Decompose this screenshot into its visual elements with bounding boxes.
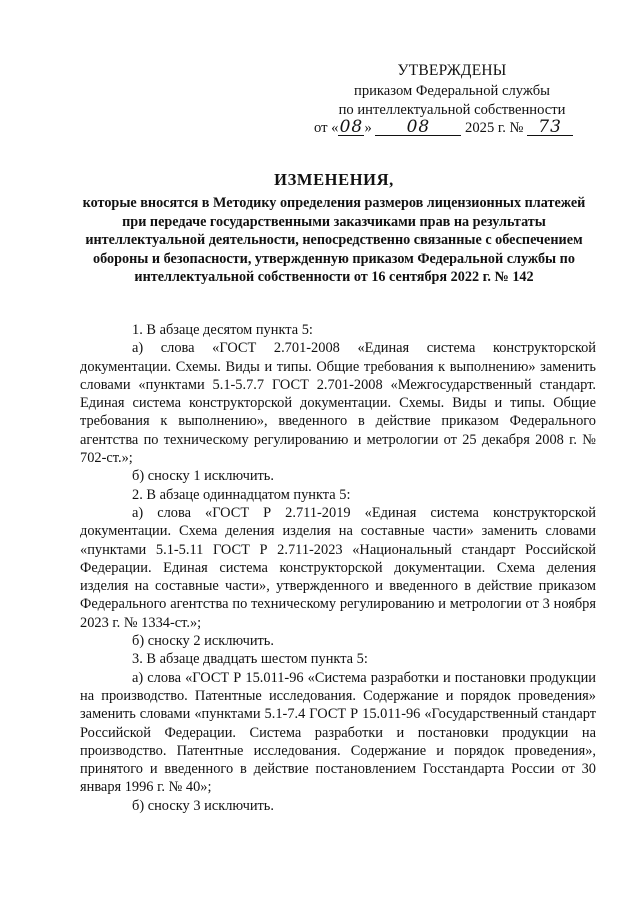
paragraph: а) слова «ГОСТ 2.701-2008 «Единая система конструкторской документации. Схемы. Виды и типы. Общие требования к выполнению» заменить словами «пунктами 5.1-5.7.7 ГОСТ 2.701-2008 «Межгосударственный стандарт. Единая система конструкторской документации. Схемы. Виды и типы. Общие требования к выполнению», введенного в действие приказом Федерального агентства по техническому регулированию и метрологии от 25 декабря 2008 г. № 702-ст.»; (80, 340, 596, 467)
date-prefix: от « (314, 120, 339, 137)
paragraph: 2. В абзаце одиннадцатом пункта 5: (132, 486, 351, 503)
handwritten-month: 08 (375, 119, 461, 136)
handwritten-order-number: 73 (527, 119, 573, 136)
paragraph: б) сноску 1 исключить. (132, 468, 274, 485)
approval-line-2: по интеллектуальной собственности (338, 101, 566, 118)
document-title: ИЗМЕНЕНИЯ, (274, 170, 394, 189)
year-text: 2025 г. № (465, 120, 524, 137)
document-subtitle: которые вносятся в Методику определения размеров лицензионных платежей при передаче государственными заказчиками прав на результаты интеллектуальной деятельности, непосредственно связанные с обеспечением обороны и безопасности, утвержденную приказом Федеральной службы по интеллектуальной собственности от 16 сентября 2022 г. № 142 (82, 195, 586, 286)
approval-line-1: приказом Федеральной службы (354, 82, 550, 99)
date-mid: » (364, 120, 372, 137)
paragraph: 3. В абзаце двадцать шестом пункта 5: (132, 651, 368, 668)
paragraph: б) сноску 2 исключить. (132, 633, 274, 650)
approval-heading: УТВЕРЖДЕНЫ (397, 62, 507, 79)
approval-stamp (312, 62, 592, 138)
paragraph: 1. В абзаце десятом пункта 5: (132, 322, 313, 338)
paragraph: а) слова «ГОСТ Р 15.011-96 «Система разработки и постановки продукции на производство. Патентные исследования. Содержание и порядок проведения» заменить словами «пунктами 5.1-7.4 ГОСТ Р 15.011-96 «Государственный стандарт Российской Федерации. Система разработки и постановки продукции на производство. Патентные исследования. Содержание и порядок проведения», принятого и введенного в действие постановлением Госстандарта России от 30 января 1996 г. № 40»; (80, 669, 596, 796)
paragraph: б) сноску 3 исключить. (132, 797, 274, 814)
paragraph: а) слова «ГОСТ Р 2.711-2019 «Единая система конструкторской документации. Схема деления изделия на составные части» заменить словами «пунктами 5.1-5.11 ГОСТ Р 2.711-2023 «Национальный стандарт Российской Федерации. Единая система конструкторской документации. Схема деления изделия на составные части», утвержденного и введенного в действие приказом Федерального агентства по техническому регулированию и метрологии от 3 ноября 2023 г. № 1334-ст.»; (80, 504, 596, 631)
document-body (80, 321, 596, 815)
handwritten-day: 08 (339, 117, 364, 138)
approval-date-line (314, 119, 592, 138)
document-title-block (72, 170, 596, 287)
